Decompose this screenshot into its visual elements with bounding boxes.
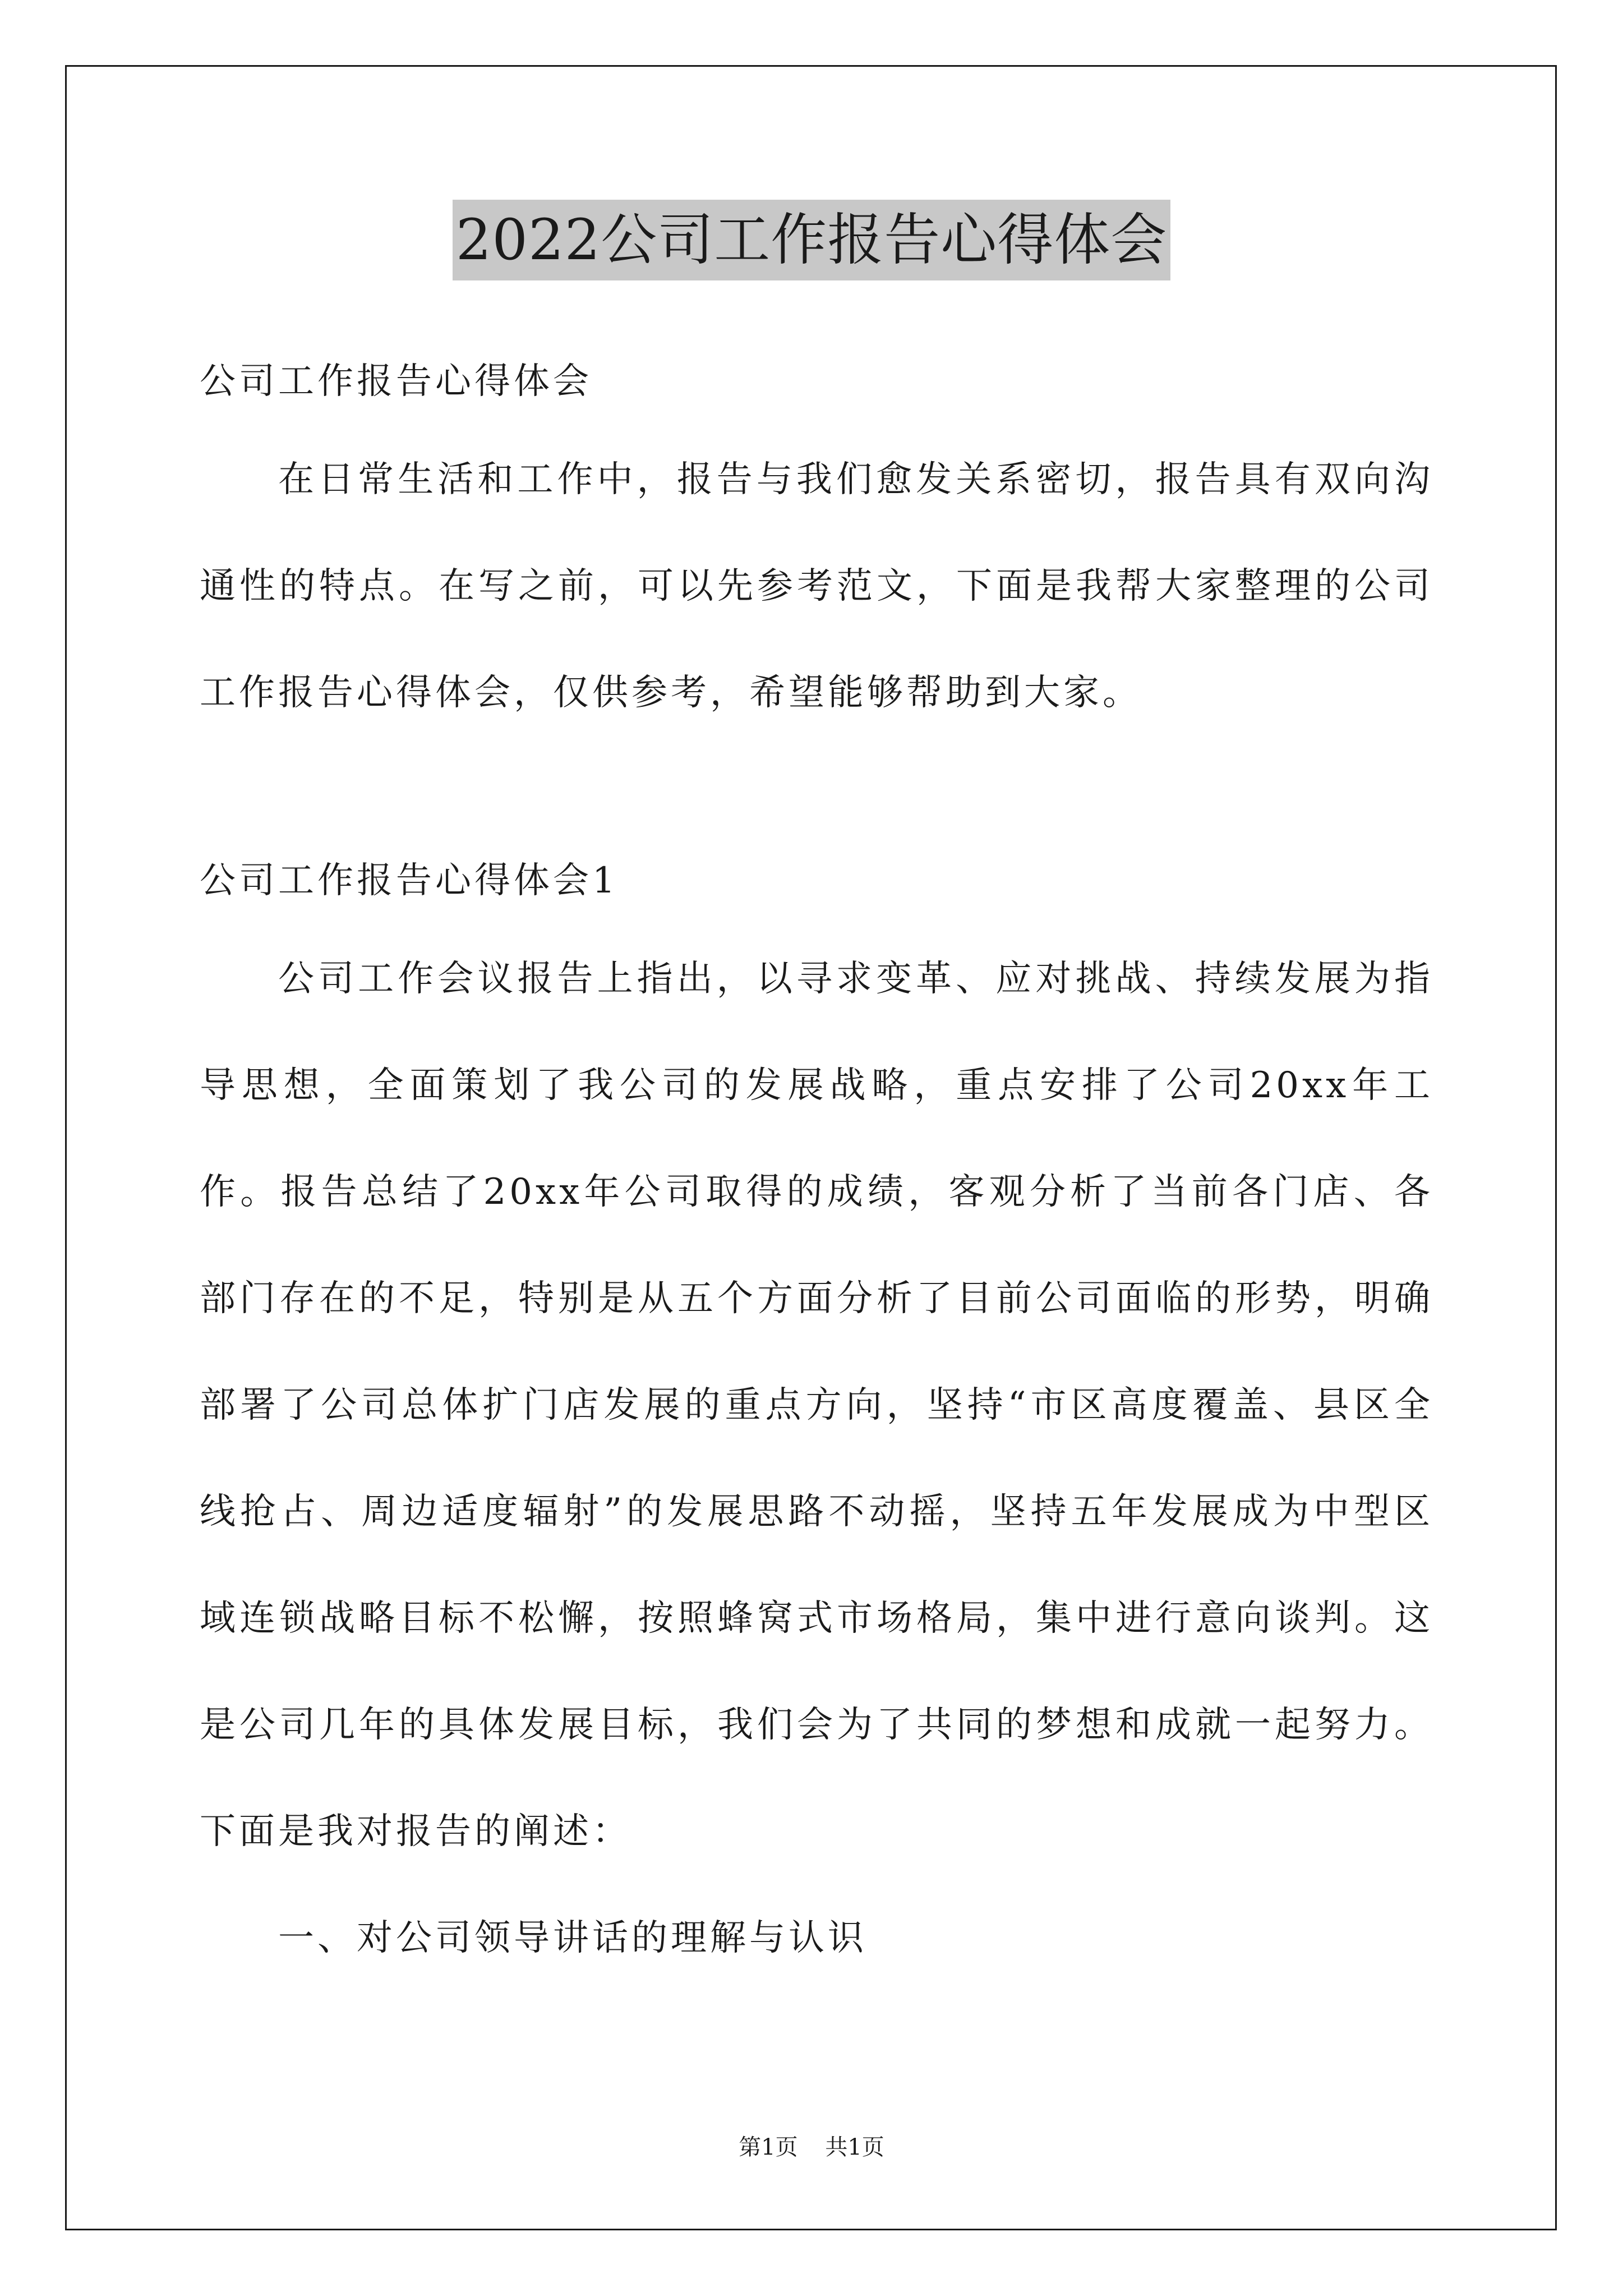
title-wrap: [0, 200, 1623, 280]
point-heading: 一、对公司领导讲话的理解与认识: [278, 1917, 867, 1959]
page-total: 共1页: [825, 2134, 884, 2160]
intro-paragraph: 在日常生活和工作中，报告与我们愈发关系密切，报告具有双向沟通性的特点。在写之前，可以先参考范文，下面是我帮大家整理的公司工作报告心得体会，仅供参考，希望能够帮助到大家。: [200, 459, 1433, 714]
document-title: 2022公司工作报告心得体会: [453, 200, 1171, 280]
page-number: 第1页: [739, 2134, 798, 2160]
section-paragraph: 公司工作会议报告上指出，以寻求变革、应对挑战、持续发展为指导思想，全面策划了我公司的发展战略，重点安排了公司20xx年工作。报告总结了20xx年公司取得的成绩，客观分析了当前各门店、各部门存在的不足，特别是从五个方面分析了目前公司面临的形势，明确部署了公司总体扩门店发展的重点方向，坚持“市区高度覆盖、县区全线抢占、周边适度辐射”的发展思路不动摇，坚持五年发展成为中型区域连锁战略目标不松懈，按照蜂窝式市场格局，集中进行意向谈判。这是公司几年的具体发展目标，我们会为了共同的梦想和成就一起努力。下面是我对报告的阐述：: [200, 958, 1433, 1852]
document-body: [200, 337, 1433, 1991]
section-heading: 公司工作报告心得体会1: [200, 860, 619, 901]
document-subtitle: 公司工作报告心得体会: [200, 361, 592, 402]
page-footer: [0, 2131, 1623, 2164]
